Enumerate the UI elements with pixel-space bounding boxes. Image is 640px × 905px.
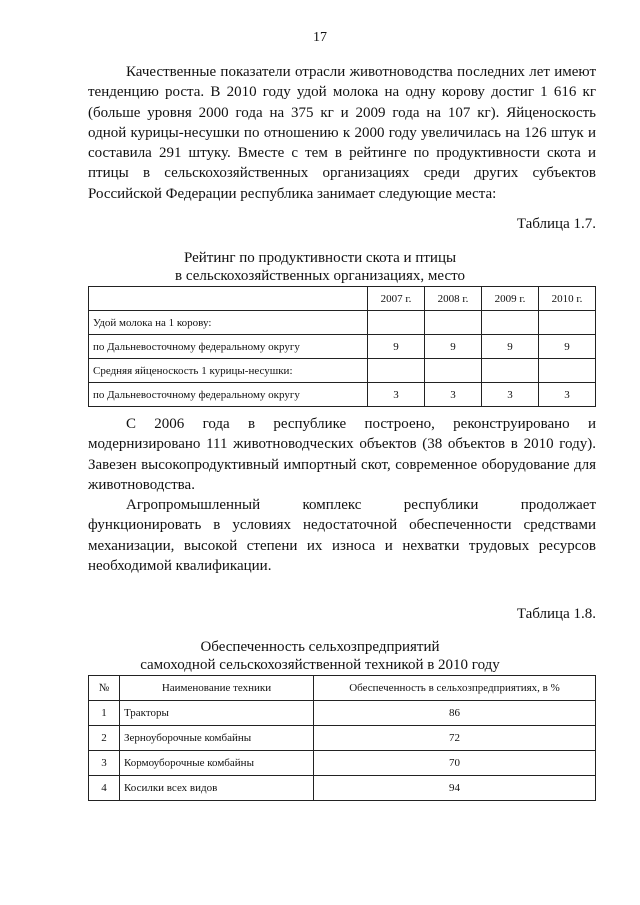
page-number: 17	[313, 30, 327, 45]
header-empty-cell	[89, 287, 368, 311]
cell-value: 9	[539, 335, 596, 359]
table-1-8-title-line2: самоходной сельскохозяйственной техникой в 2010 году	[140, 657, 500, 673]
cell-value: 3	[539, 383, 596, 407]
table-row	[89, 383, 596, 407]
equipment-name: Кормоуборочные комбайны	[120, 751, 314, 776]
paragraph-livestock-quality: Качественные показатели отрасли животноводства последних лет имеют тенденцию роста. В 2010 году удой молока на одну корову достиг 1 616 кг (больше уровня 2000 года на 375 кг и 2009 года на 107 кг). Яйценоскость одной курицы-несушки по отношению к 2000 году увеличилась на 126 штук и составила 291 штуку. Вместе с тем в рейтинге по продуктивности скота и птицы в сельскохозяйственных организациях среди других субъектов Российской Федерации республика занимает следующие места:	[88, 64, 596, 202]
row-number: 1	[89, 701, 120, 726]
row-number: 2	[89, 726, 120, 751]
header-provision-percent: Обеспеченность в сельхозпредприятиях, в %	[314, 676, 596, 701]
cell-value	[368, 359, 425, 383]
cell-value	[425, 359, 482, 383]
header-year: 2007 г.	[368, 287, 425, 311]
row-number: 3	[89, 751, 120, 776]
table-row	[89, 701, 596, 726]
row-label: Удой молока на 1 корову:	[89, 311, 368, 335]
cell-value: 3	[482, 383, 539, 407]
provision-value: 70	[314, 751, 596, 776]
provision-value: 86	[314, 701, 596, 726]
cell-value: 3	[425, 383, 482, 407]
cell-value: 9	[425, 335, 482, 359]
header-equipment-name: Наименование техники	[120, 676, 314, 701]
cell-value: 3	[368, 383, 425, 407]
table-1-7	[88, 286, 596, 407]
cell-value	[539, 359, 596, 383]
table-row	[89, 311, 596, 335]
row-number: 4	[89, 776, 120, 801]
provision-value: 94	[314, 776, 596, 801]
table-1-8-title-line1: Обеспеченность сельхозпредприятий	[200, 639, 440, 655]
paragraph-agro-complex: Агропромышленный комплекс республики продолжает функционировать в условиях недостаточной обеспеченности средствами механизации, высокой степени их износа и нехватки трудовых ресурсов необходимой квалификации.	[88, 497, 596, 574]
cell-value	[425, 311, 482, 335]
paragraph-construction: С 2006 года в республике построено, реконструировано и модернизировано 111 животноводческих объектов (38 объектов в 2010 году). Завезен высокопродуктивный импортный скот, современное оборудование для животноводства.	[88, 416, 596, 493]
provision-value: 72	[314, 726, 596, 751]
cell-value	[368, 311, 425, 335]
table-1-8	[88, 675, 596, 801]
cell-value	[539, 311, 596, 335]
table-row	[89, 726, 596, 751]
cell-value	[482, 311, 539, 335]
table-1-7-title-line1: Рейтинг по продуктивности скота и птицы	[183, 250, 457, 266]
table-row	[89, 335, 596, 359]
row-label: по Дальневосточному федеральному округу	[89, 335, 368, 359]
cell-value: 9	[368, 335, 425, 359]
row-label: по Дальневосточному федеральному округу	[89, 383, 368, 407]
equipment-name: Косилки всех видов	[120, 776, 314, 801]
header-year: 2010 г.	[539, 287, 596, 311]
cell-value: 9	[482, 335, 539, 359]
table-row	[89, 359, 596, 383]
row-label: Средняя яйценоскость 1 курицы-несушки:	[89, 359, 368, 383]
table-1-8-label: Таблица 1.8.	[516, 606, 596, 622]
table-1-7-label: Таблица 1.7.	[516, 216, 596, 232]
header-year: 2008 г.	[425, 287, 482, 311]
header-year: 2009 г.	[482, 287, 539, 311]
table-1-7-title-line2: в сельскохозяйственных организациях, место	[175, 268, 465, 284]
table-header-row	[89, 287, 596, 311]
cell-value	[482, 359, 539, 383]
table-row	[89, 776, 596, 801]
equipment-name: Тракторы	[120, 701, 314, 726]
table-header-row	[89, 676, 596, 701]
equipment-name: Зерноуборочные комбайны	[120, 726, 314, 751]
table-row	[89, 751, 596, 776]
header-number: №	[89, 676, 120, 701]
